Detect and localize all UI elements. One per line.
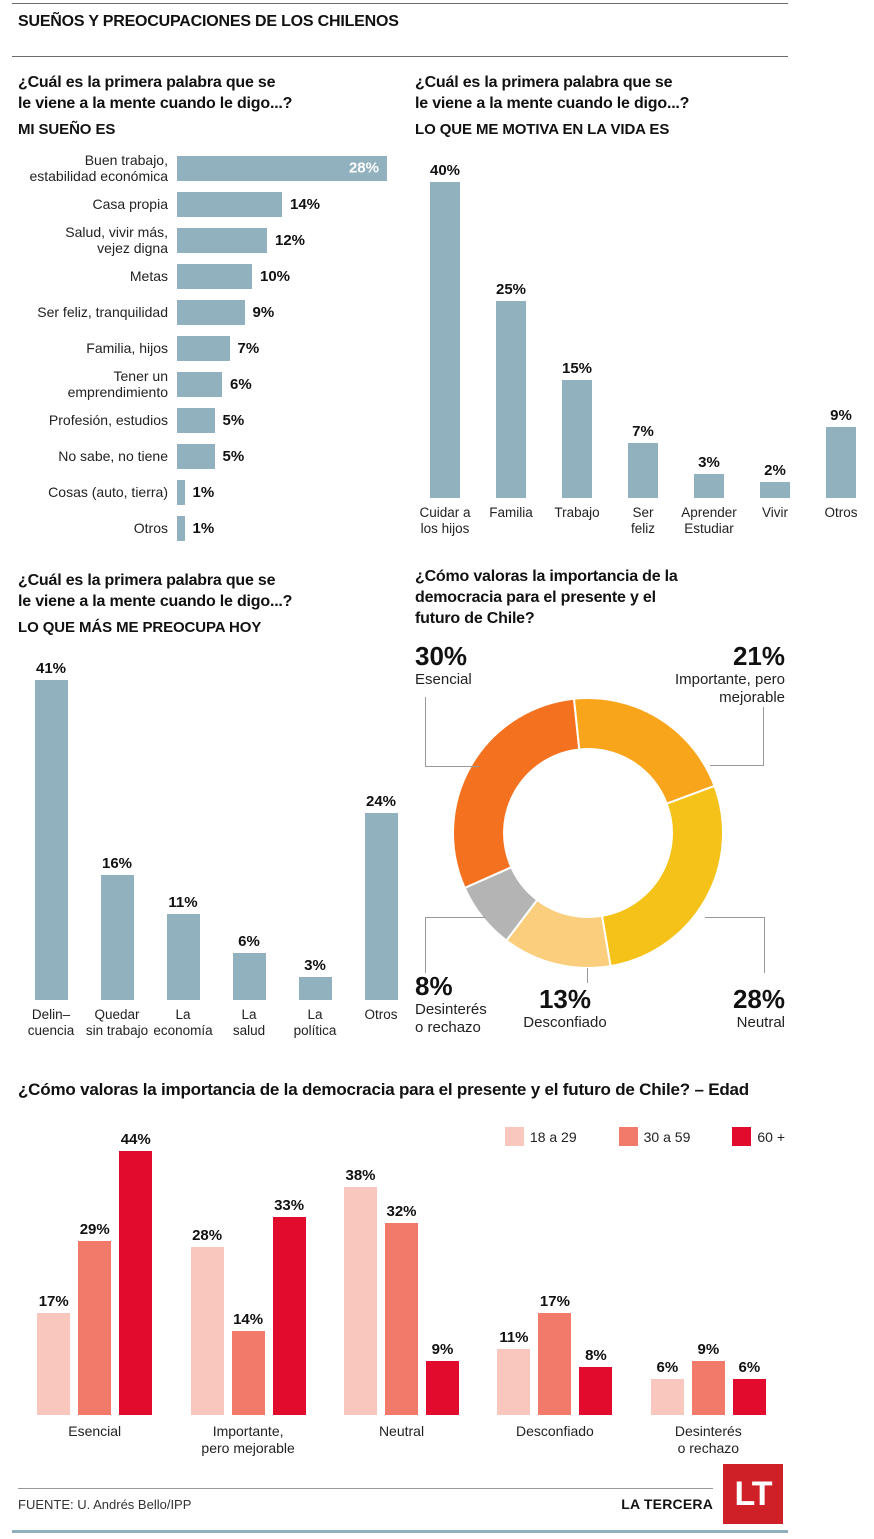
- hbar-row: [18, 258, 390, 294]
- question-line-1: ¿Cuál es la primera palabra que se: [18, 572, 276, 589]
- vbar-category: Otros: [824, 505, 858, 520]
- hbar-zone: [177, 516, 390, 541]
- hbar-zone: [177, 264, 390, 289]
- leader-line-desinteres: [425, 917, 485, 973]
- brand-name: LA TERCERA: [621, 1496, 713, 1512]
- vbar-column: [676, 156, 742, 537]
- grouped-bar-value: 9%: [431, 1341, 454, 1358]
- question-text: [415, 72, 787, 114]
- grouped-bar-value: 17%: [38, 1293, 69, 1310]
- hbar-zone: [177, 444, 390, 469]
- grouped-bar-column: [497, 1329, 530, 1415]
- grouped-bar-value: 9%: [697, 1341, 720, 1358]
- chart-motiva: [412, 156, 858, 537]
- vbar-category: La política: [293, 1007, 337, 1038]
- hbar-label: Tener un emprendimiento: [67, 368, 168, 400]
- leader-line-esencial: [425, 697, 479, 767]
- group-category-label: Neutral: [378, 1423, 425, 1439]
- grouped-bar: [651, 1379, 684, 1415]
- hbar-label: Ser feliz, tranquilidad: [37, 304, 168, 320]
- chart-preocupa: [18, 654, 398, 1039]
- question-block-mi-sueno: [18, 72, 390, 138]
- vbar: [562, 380, 592, 499]
- lt-logo-text: LT: [734, 1474, 772, 1513]
- vbar-category: Delin– cuencia: [27, 1007, 75, 1038]
- hbar-zone: [177, 156, 390, 181]
- hbar-row: [18, 186, 390, 222]
- hbar-row: [18, 294, 390, 330]
- callout-label: Neutral: [736, 1014, 785, 1031]
- grouped-bar-column: [385, 1203, 418, 1415]
- grouped-bar-column: [579, 1347, 612, 1415]
- hbar-zone: [177, 192, 390, 217]
- hbar-value: 5%: [222, 411, 245, 429]
- hbar-label: Profesión, estudios: [48, 412, 168, 428]
- vbar-value: 7%: [632, 422, 654, 440]
- vbar: [365, 813, 398, 1000]
- chart-subtitle-mi-sueno: MI SUEÑO ES: [18, 121, 116, 138]
- hbar-value: 9%: [252, 303, 275, 321]
- vbar-column: [18, 654, 84, 1039]
- callout-desinteres: [415, 972, 487, 1037]
- grouped-bar-value: 33%: [274, 1197, 305, 1214]
- chart-mi-sueno: [18, 150, 390, 546]
- vbar-value: 2%: [764, 462, 786, 480]
- grouped-bar-column: [344, 1167, 377, 1415]
- question-line-1: ¿Cuál es la primera palabra que se: [18, 74, 276, 91]
- vbar-value: 16%: [101, 855, 133, 873]
- vbar-category: Cuidar a los hijos: [419, 505, 471, 536]
- grouped-bar: [37, 1313, 70, 1415]
- hbar-label: Casa propia: [92, 196, 168, 212]
- vbar-column: [610, 156, 676, 537]
- question-text: [415, 566, 787, 629]
- question-line-2: democracia para el presente y el: [415, 589, 656, 606]
- hbar-zone: [177, 300, 390, 325]
- group-category-label: Desconfiado: [516, 1423, 594, 1439]
- vbar-column: [742, 156, 808, 537]
- grouped-bar: [191, 1247, 224, 1415]
- vbar-column: [282, 654, 348, 1039]
- hbar-value: 1%: [192, 483, 215, 501]
- grouped-bar-value: 17%: [539, 1293, 570, 1310]
- grouped-bar-value: 29%: [79, 1221, 110, 1238]
- vbar-column: [544, 156, 610, 537]
- leader-line-importante: [710, 707, 764, 766]
- hbar-label: Salud, vivir más, vejez digna: [65, 224, 168, 256]
- vbar: [760, 482, 790, 498]
- grouped-bar-column: [191, 1227, 224, 1415]
- group-category-label: Importante, pero mejorable: [201, 1423, 295, 1456]
- vbar-category: Aprender Estudiar: [681, 505, 737, 536]
- hbar-value: 6%: [230, 375, 252, 393]
- bar-group: [632, 1127, 785, 1457]
- grouped-bar: [692, 1361, 725, 1415]
- question-line-3: futuro de Chile?: [415, 610, 535, 627]
- bar-group: [478, 1127, 631, 1457]
- grouped-bar-value: 38%: [345, 1167, 376, 1184]
- grouped-bar-value: 6%: [738, 1359, 761, 1376]
- grouped-bar: [344, 1187, 377, 1415]
- top-divider: [12, 3, 788, 4]
- lt-logo: [723, 1464, 783, 1524]
- question-line-2: le viene a la mente cuando le digo...?: [18, 593, 293, 610]
- chart-title-democracia-edad: ¿Cómo valoras la importancia de la democracia para el presente y el futuro de Chile? – Edad: [18, 1080, 749, 1099]
- callout-value: 28%: [732, 984, 785, 1014]
- hbar-label: Buen trabajo, estabilidad económica: [29, 152, 168, 184]
- hbar-label: No sabe, no tiene: [58, 448, 168, 464]
- callout-label: Desinterés o rechazo: [415, 1001, 487, 1036]
- question-line-1: ¿Cuál es la primera palabra que se: [415, 74, 673, 91]
- vbar-category: Vivir: [761, 505, 788, 520]
- hbar-row: [18, 150, 390, 186]
- vbar-category: Quedar sin trabajo: [85, 1007, 149, 1038]
- hbar-label: Metas: [129, 268, 168, 284]
- question-text: [18, 570, 390, 612]
- hbar: [177, 408, 215, 433]
- vbar-column: [412, 156, 478, 537]
- bottom-accent-line: [12, 1530, 788, 1533]
- callout-value: 30%: [415, 641, 468, 671]
- grouped-bar: [426, 1361, 459, 1415]
- grouped-bar-column: [78, 1221, 111, 1415]
- question-line-2: le viene a la mente cuando le digo...?: [18, 95, 293, 112]
- grouped-bar: [232, 1331, 265, 1415]
- grouped-bar: [497, 1349, 530, 1415]
- bar-group: [18, 1127, 171, 1457]
- group-category-label: Desinterés o rechazo: [674, 1423, 742, 1456]
- hbar-row: [18, 438, 390, 474]
- hbar: [177, 372, 222, 397]
- hbar: [177, 444, 215, 469]
- legend-label: 30 a 59: [643, 1128, 691, 1145]
- leader-line-desconfiado: [587, 968, 588, 983]
- callout-desconfiado: [495, 985, 635, 1032]
- hbar-value: 5%: [222, 447, 245, 465]
- vbar-category: Familia: [489, 505, 533, 520]
- group-category-label: Esencial: [68, 1423, 122, 1439]
- footer-divider: [18, 1488, 713, 1489]
- hbar-row: [18, 222, 390, 258]
- question-block-preocupa: [18, 570, 390, 636]
- grouped-bar-value: 11%: [499, 1329, 529, 1346]
- grouped-bar: [78, 1241, 111, 1415]
- vbar-value: 40%: [429, 162, 461, 179]
- question-block-democracia: [415, 566, 787, 629]
- grouped-bar: [385, 1223, 418, 1415]
- vbar-value: 3%: [304, 956, 326, 974]
- grouped-bar-value: 44%: [120, 1131, 151, 1148]
- source-text: FUENTE: U. Andrés Bello/IPP: [18, 1497, 192, 1512]
- hbar-value: 1%: [192, 519, 215, 537]
- hbar-zone: [177, 480, 390, 505]
- hbar-row: [18, 330, 390, 366]
- grouped-bar-column: [37, 1293, 70, 1415]
- vbar-value: 3%: [698, 454, 720, 472]
- callout-esencial: [415, 642, 472, 689]
- hbar: [177, 480, 185, 505]
- grouped-bar: [538, 1313, 571, 1415]
- callout-value: 13%: [538, 984, 592, 1014]
- chart-democracia-edad: [18, 1127, 785, 1457]
- hbar: [177, 156, 387, 181]
- vbar: [628, 443, 658, 498]
- vbar-column: [150, 654, 216, 1039]
- hbar-label: Familia, hijos: [86, 340, 168, 356]
- chart-subtitle-preocupa: LO QUE MÁS ME PREOCUPA HOY: [18, 619, 262, 636]
- hbar-value: 14%: [290, 195, 321, 213]
- grouped-bar-column: [692, 1341, 725, 1415]
- vbar-column: [216, 654, 282, 1039]
- callout-neutral: [733, 985, 785, 1032]
- grouped-bar-value: 6%: [656, 1359, 679, 1376]
- hbar: [177, 228, 267, 253]
- grouped-bar-column: [733, 1359, 766, 1415]
- vbar-category: Otros: [364, 1007, 398, 1022]
- callout-label: Importante, pero mejorable: [674, 671, 785, 706]
- vbar: [167, 914, 200, 1000]
- question-text: [18, 72, 390, 114]
- vbar-category: Ser feliz: [630, 505, 655, 536]
- vbar-value: 15%: [561, 359, 593, 377]
- grouped-bar-column: [232, 1311, 265, 1415]
- vbar-value: 6%: [238, 933, 260, 951]
- legend-label: 18 a 29: [529, 1128, 577, 1145]
- donut-segment-0: [574, 698, 715, 804]
- grouped-bar-column: [426, 1341, 459, 1415]
- hbar: [177, 516, 185, 541]
- hbar-value: 28%: [348, 159, 379, 177]
- question-block-motiva: [415, 72, 787, 138]
- vbar-category: Trabajo: [554, 505, 600, 520]
- grouped-bar-value: 28%: [192, 1227, 223, 1244]
- vbar: [826, 427, 856, 498]
- hbar-zone: [177, 372, 390, 397]
- hbar-row: [18, 474, 390, 510]
- callout-value: 21%: [732, 641, 785, 671]
- vbar-value: 41%: [35, 660, 67, 678]
- grouped-bar-value: 14%: [233, 1311, 264, 1328]
- vbar-category: La economía: [153, 1007, 213, 1038]
- hbar-label: Otros: [133, 520, 168, 536]
- hbar: [177, 192, 282, 217]
- grouped-bar-value: 32%: [386, 1203, 417, 1220]
- grouped-bar: [733, 1379, 766, 1415]
- grouped-bar-column: [651, 1359, 684, 1415]
- hbar-zone: [177, 408, 390, 433]
- grouped-bar-column: [119, 1131, 152, 1415]
- legend-label: 60 +: [757, 1128, 785, 1145]
- vbar: [694, 474, 724, 498]
- grouped-bar: [579, 1367, 612, 1415]
- hbar-value: 10%: [260, 267, 291, 285]
- bar-group: [325, 1127, 478, 1457]
- vbar-column: [808, 156, 874, 537]
- hbar-zone: [177, 228, 390, 253]
- grouped-bar: [119, 1151, 152, 1415]
- vbar-value: 25%: [495, 280, 527, 298]
- vbar: [430, 182, 460, 498]
- hbar-zone: [177, 336, 390, 361]
- header-divider: [12, 56, 788, 57]
- grouped-bar-column: [538, 1293, 571, 1415]
- callout-importante: [675, 642, 785, 707]
- vbar: [233, 953, 266, 1000]
- callout-label: Desconfiado: [523, 1014, 607, 1031]
- vbar: [496, 301, 526, 499]
- hbar-row: [18, 402, 390, 438]
- hbar-value: 7%: [237, 339, 260, 357]
- hbar: [177, 336, 230, 361]
- callout-value: 8%: [415, 971, 453, 1001]
- callout-label: Esencial: [415, 671, 472, 688]
- hbar-row: [18, 366, 390, 402]
- grouped-bar: [273, 1217, 306, 1415]
- hbar-label: Cosas (auto, tierra): [48, 484, 168, 500]
- hbar: [177, 264, 252, 289]
- chart-subtitle-motiva: LO QUE ME MOTIVA EN LA VIDA ES: [415, 121, 670, 138]
- vbar: [35, 680, 68, 1000]
- question-line-2: le viene a la mente cuando le digo...?: [415, 95, 690, 112]
- leader-line-neutral: [705, 917, 765, 973]
- vbar-column: [478, 156, 544, 537]
- question-line-1: ¿Cómo valoras la importancia de la: [415, 568, 678, 585]
- vbar-value: 9%: [830, 406, 852, 424]
- vbar: [101, 875, 134, 1000]
- vbar-column: [84, 654, 150, 1039]
- grouped-bar-column: [273, 1197, 306, 1415]
- vbar-category: La salud: [232, 1007, 266, 1038]
- grouped-bar-value: 8%: [585, 1347, 607, 1364]
- hbar: [177, 300, 245, 325]
- vbar-column: [348, 654, 414, 1039]
- vbar-value: 11%: [168, 894, 198, 912]
- bar-group: [171, 1127, 324, 1457]
- hbar-row: [18, 510, 390, 546]
- hbar-value: 12%: [275, 231, 306, 249]
- vbar: [299, 977, 332, 1000]
- page-title: SUEÑOS Y PREOCUPACIONES DE LOS CHILENOS: [18, 13, 399, 30]
- vbar-value: 24%: [365, 792, 397, 810]
